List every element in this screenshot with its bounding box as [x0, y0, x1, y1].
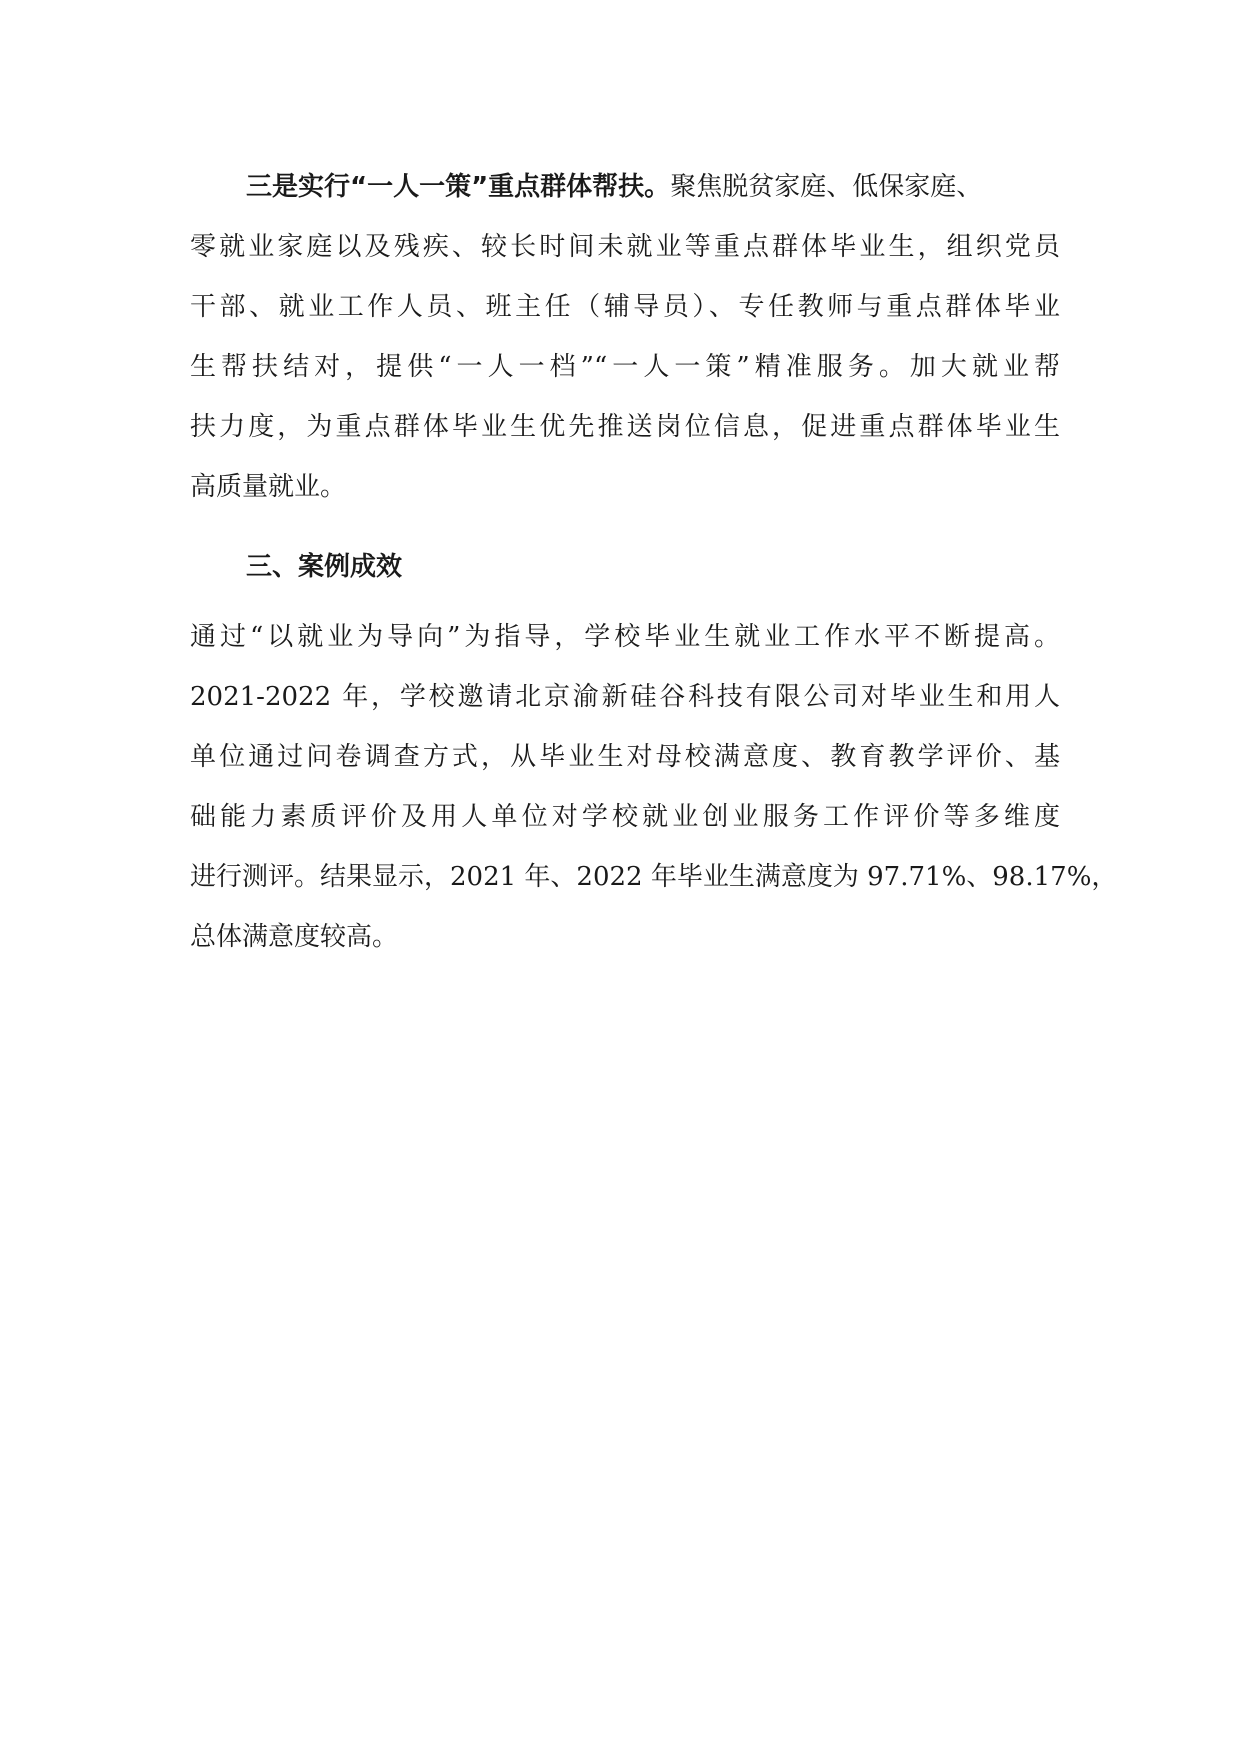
paragraph-line: 进行测评。结果显示，2021 年、2022 年毕业生满意度为 97.71%、98.17%， [190, 862, 1118, 892]
paragraph-line: 总体满意度较高。 [190, 922, 399, 952]
paragraph-first-line [190, 157, 1060, 217]
paragraph-line: 生帮扶结对，提供“一人一档”“一人一策”精准服务。加大就业帮 [190, 352, 1060, 382]
paragraph-line: 聚焦脱贫家庭、低保家庭、 [670, 172, 983, 202]
paragraph-line: 2021-2022 年，学校邀请北京渝新硅谷科技有限公司对毕业生和用人 [190, 682, 1060, 712]
paragraph-line: 通过“以就业为导向”为指导，学校毕业生就业工作水平不断提高。 [190, 622, 1060, 652]
paragraph-line: 础能力素质评价及用人单位对学校就业创业服务工作评价等多维度 [190, 802, 1060, 832]
paragraph-case-results [190, 607, 1118, 967]
paragraph-line: 单位通过问卷调查方式，从毕业生对母校满意度、教育教学评价、基 [190, 742, 1060, 772]
paragraph-line: 高质量就业。 [190, 472, 347, 502]
paragraph-line: 扶力度，为重点群体毕业生优先推送岗位信息，促进重点群体毕业生 [190, 412, 1060, 442]
section-heading: 三、案例成效 [246, 552, 403, 582]
paragraph-line: 干部、就业工作人员、班主任（辅导员）、专任教师与重点群体毕业 [190, 292, 1060, 322]
paragraph-line: 零就业家庭以及残疾、较长时间未就业等重点群体毕业生，组织党员 [190, 232, 1060, 262]
paragraph-lead-bold: 三是实行“一人一策”重点群体帮扶。 [246, 172, 671, 202]
paragraph-key-groups-support [190, 157, 1060, 517]
